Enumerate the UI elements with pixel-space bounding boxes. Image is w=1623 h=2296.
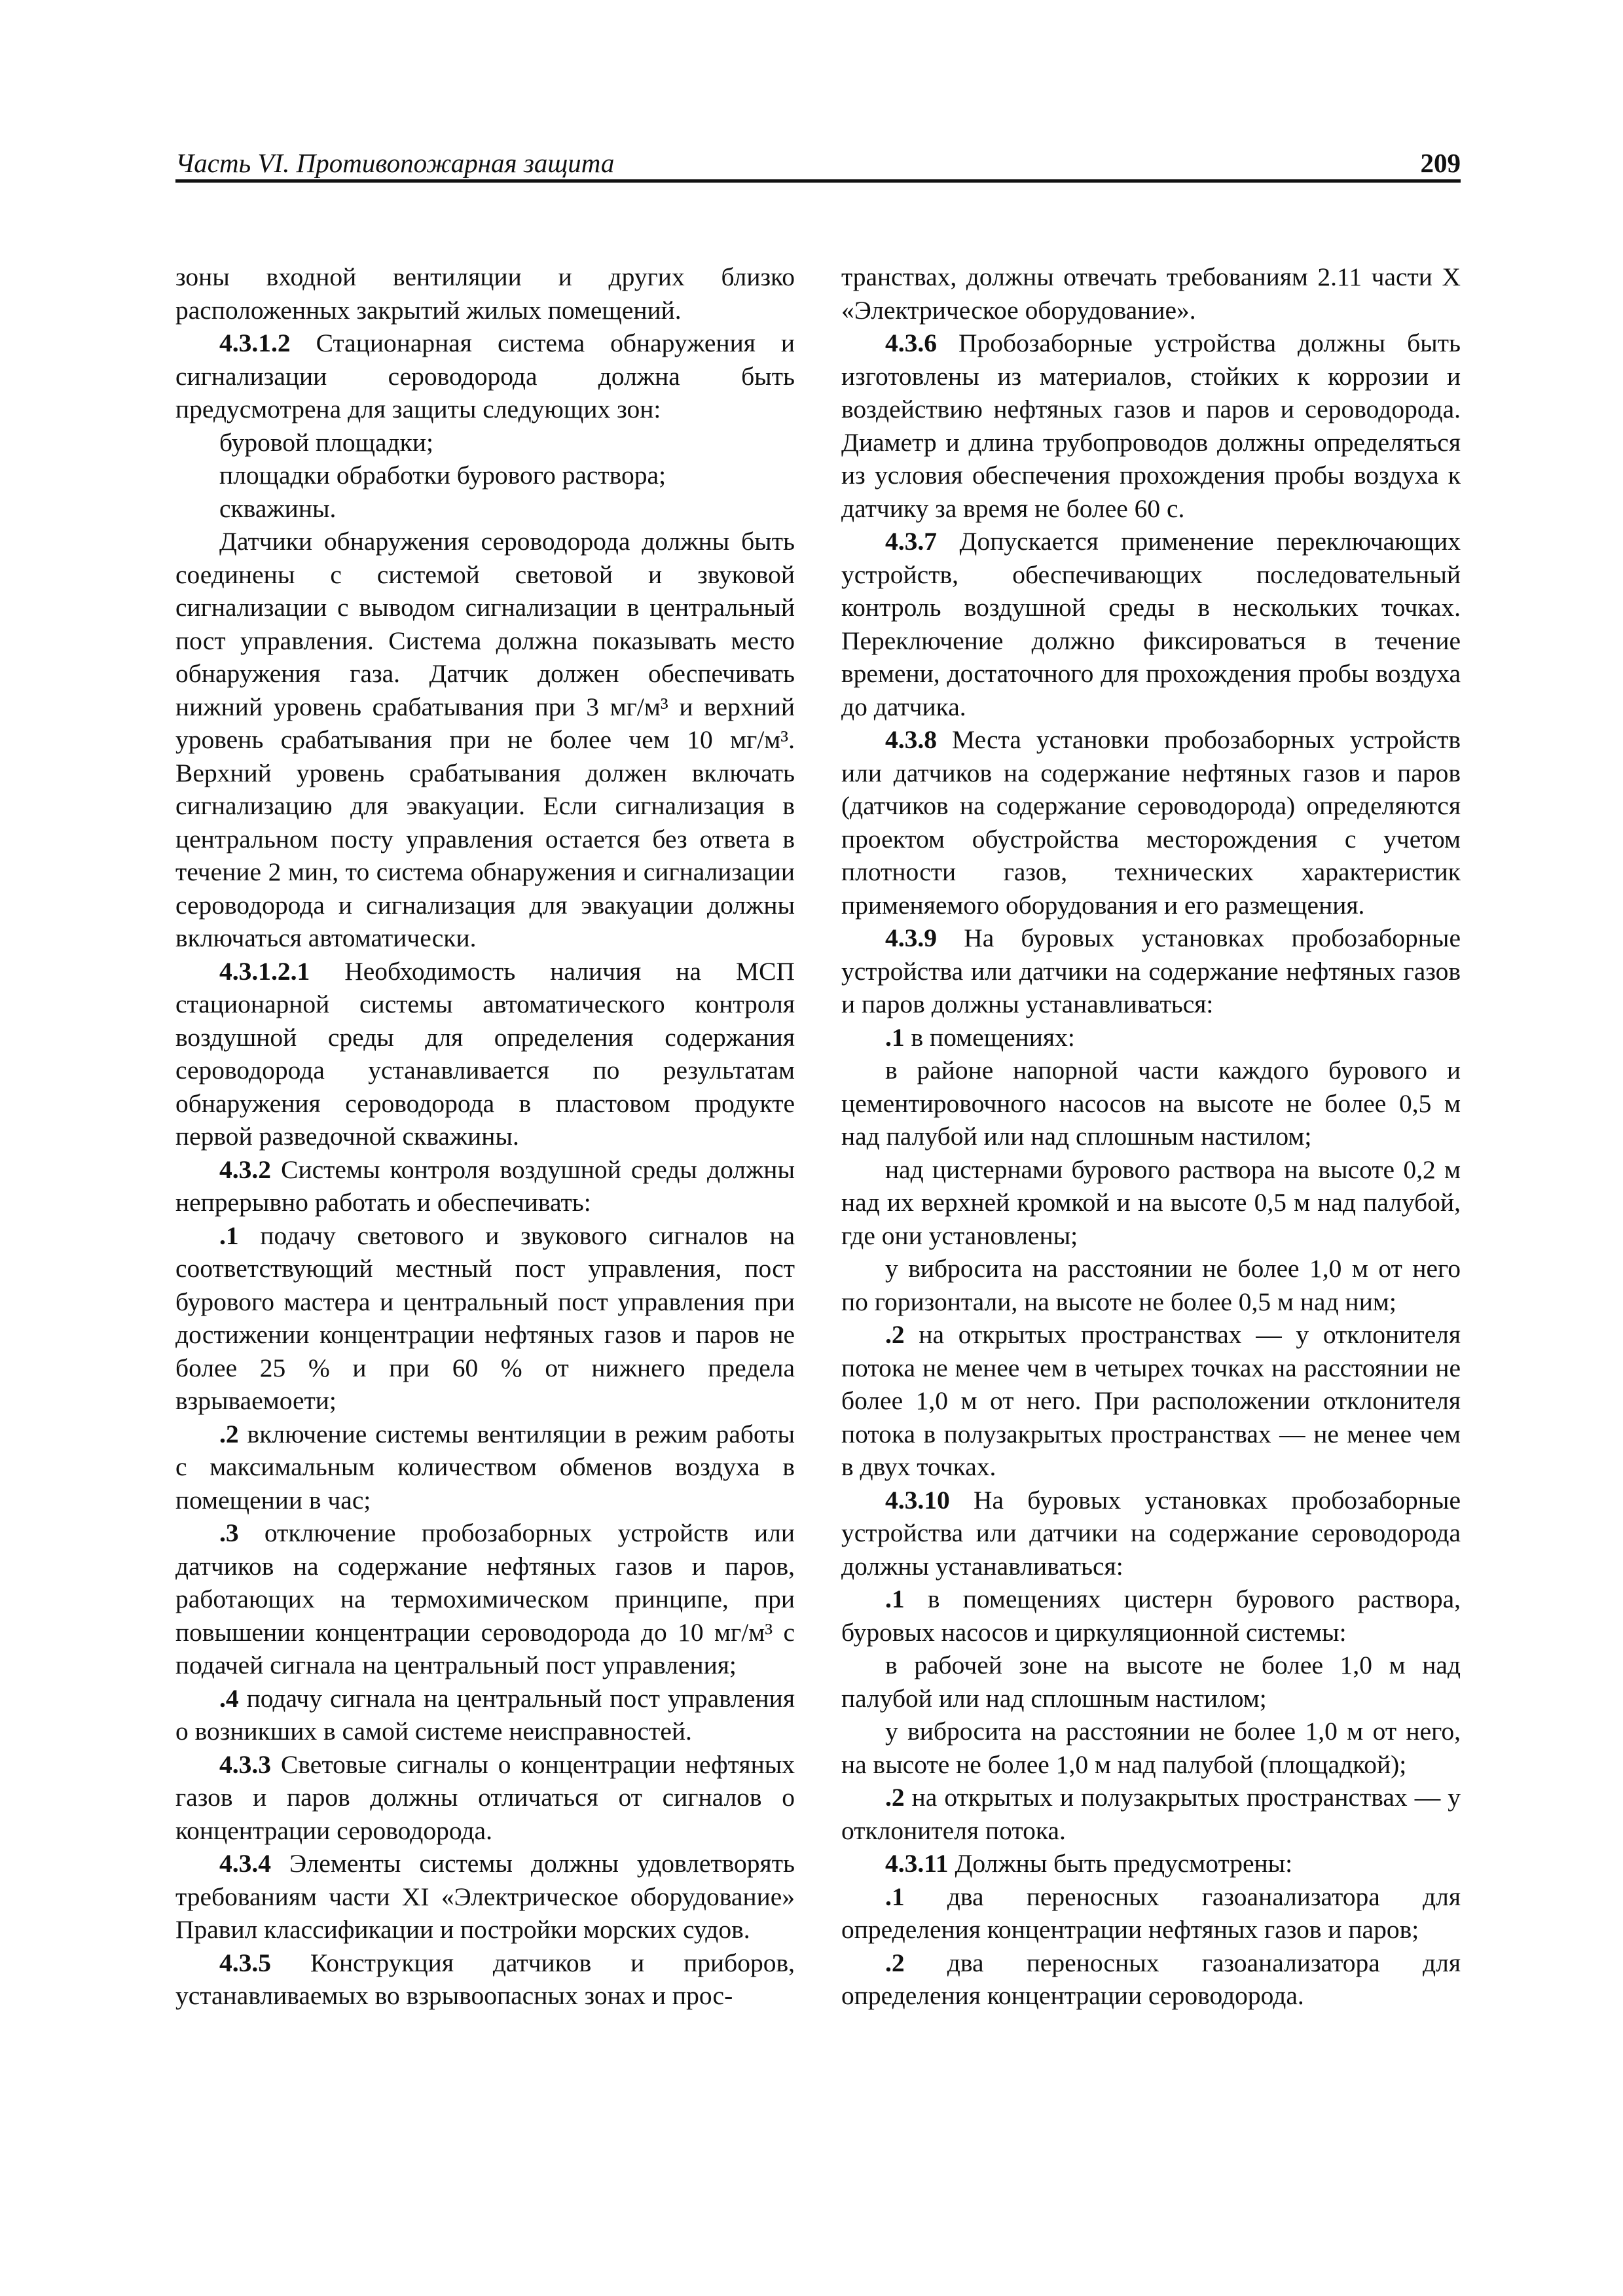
paragraph: 4.3.8 Места установки пробозаборных устройств или датчиков на содержание нефтяных газов и паров (датчиков на содержание сероводорода) определяются проектом обустройства месторождения с учетом плотности газов, технических характеристик применяемого оборудования и его размещения. [841,725,1461,920]
paragraph: 4.3.2 Системы контроля воздушной среды должны непрерывно работать и обеспечивать: [175,1155,795,1217]
item-number: .3 [219,1518,239,1547]
paragraph: 4.3.4 Элементы системы должны удовлетворять требованиям части XI «Электрическое оборудование» Правил классификации и постройки морских судов. [175,1849,795,1944]
paragraph: 4.3.11 Должны быть предусмотрены: [885,1849,1293,1878]
clause-number: 4.3.1.2 [219,329,291,357]
right-column [841,260,1461,2013]
item-number: .1 [885,1022,905,1052]
clause-number: 4.3.7 [885,527,937,556]
paragraph: 4.3.7 Допускается применение переключающих устройств, обеспечивающих последовательный контроль воздушной среды в нескольких точках. Переключение должно фиксироваться в течение времени, достаточного для прохождения пробы воздуха до датчика. [841,527,1461,721]
list-item: .1 подачу светового и звукового сигналов на соответствующий местный пост управления, пост бурового мастера и центральный пост управления при достижении концентрации нефтяных газов и паров не более 25 % и при 60 % от нижнего предела взрываемоети; [175,1221,795,1415]
clause-number: 4.3.10 [885,1485,950,1515]
list-item: скважины. [219,493,337,523]
paragraph: 4.3.10 На буровых установках пробозаборные устройства или датчики на содержание сероводорода должны устанавливаться: [841,1485,1461,1581]
paragraph: 4.3.1.2 Стационарная система обнаружения и сигнализации сероводорода должна быть предусмотрена для защиты следующих зон: [175,329,795,423]
list-item: .1 два переносных газоанализатора для определения концентрации нефтяных газов и паров; [841,1882,1461,1944]
left-column [175,260,795,2013]
paragraph: 4.3.6 Пробозаборные устройства должны быть изготовлены из материалов, стойких к коррозии и воздействию нефтяных газов и паров и сероводорода. Диаметр и длина трубопроводов должны определяться из условия обеспечения прохождения пробы воздуха к датчику за время не более 60 с. [841,329,1461,523]
list-item: в районе напорной части каждого бурового и цементировочного насосов на высоте не более 0,5 м над палубой или над сплошным настилом; [841,1056,1461,1151]
item-number: .2 [885,1783,905,1812]
item-number: .1 [885,1585,905,1613]
paragraph: 4.3.9 На буровых установках пробозаборные устройства или датчики на содержание нефтяных газов и паров должны устанавливаться: [841,924,1461,1018]
clause-number: 4.3.11 [885,1849,949,1878]
paragraph: 4.3.1.2.1 Необходимость наличия на МСП стационарной системы автоматического контроля воздушной среды для определения содержания сероводорода устанавливается по результатам обнаружения сероводорода в пластовом продукте первой разведочной скважины. [175,956,795,1151]
paragraph: зоны входной вентиляции и других близко расположенных закрытий жилых помещений. [175,262,795,325]
clause-number: 4.3.2 [219,1155,271,1184]
paragraph: 4.3.5 Конструкция датчиков и приборов, устанавливаемых во взрывоопасных зонах и прос- [175,1948,795,2010]
list-item: буровой площадки; [219,427,433,457]
clause-number: 4.3.5 [219,1948,271,1977]
list-item: в рабочей зоне на высоте не более 1,0 м над палубой или над сплошным настилом; [841,1651,1461,1713]
list-item: .1 в помещениях: [885,1022,1075,1052]
list-item: .2 два переносных газоанализатора для определения концентрации сероводорода. [841,1948,1461,2010]
list-item: у вибросита на расстоянии не более 1,0 м от него, на высоте не более 1,0 м над палубой (площадкой); [841,1717,1461,1779]
item-number: .4 [219,1683,239,1713]
list-item: у вибросита на расстоянии не более 1,0 м от него по горизонтали, на высоте не более 0,5 м над ним; [841,1254,1461,1316]
list-item: .3 отключение пробозаборных устройств или датчиков на содержание нефтяных газов и паров, работающих на термохимическом принципе, при повышении концентрации сероводорода до 10 мг/м³ с подачей сигнала на центральный пост управления; [175,1518,795,1679]
page-number: 209 [1420,148,1461,178]
clause-number: 4.3.3 [219,1749,271,1779]
clause-number: 4.3.1.2.1 [219,956,310,986]
header-rule [175,179,1461,183]
clause-number: 4.3.4 [219,1849,271,1878]
chapter-title: Часть VI. Противопожарная защита [175,148,615,178]
clause-number: 4.3.8 [885,725,937,754]
paragraph: 4.3.3 Световые сигналы о концентрации нефтяных газов и паров должны отличаться от сигналов о концентрации сероводорода. [175,1749,795,1845]
clause-number: 4.3.6 [885,329,937,357]
item-number: .1 [219,1221,239,1250]
paragraph: Датчики обнаружения сероводорода должны быть соединены с системой световой и звуковой сигнализации с выводом сигнализации в центральный пост управления. Система должна показывать место обнаружения газа. Датчик должен обеспечивать нижний уровень срабатывания при 3 мг/м³ и верхний уровень срабатывания при не более чем 10 мг/м³. Верхний уровень срабатывания должен включать сигнализацию для эвакуации. Если сигнализация в центральном посту управления остается без ответа в течение 2 мин, то система обнаружения и сигнализации сероводорода и сигнализация для эвакуации должны включаться автоматически. [175,527,795,952]
list-item: площадки обработки бурового раствора; [219,461,666,490]
clause-number: 4.3.9 [885,924,937,952]
list-item: .1 в помещениях цистерн бурового раствора, буровых насосов и циркуляционной системы: [841,1585,1461,1647]
item-number: .2 [219,1419,239,1448]
item-number: .2 [885,1320,905,1349]
list-item: .2 включение системы вентиляции в режим работы с максимальным количеством обменов воздуха в помещении в час; [175,1419,795,1515]
paragraph: транствах, должны отвечать требованиям 2.11 части X «Электрическое оборудование». [841,262,1461,325]
list-item: .2 на открытых пространствах — у отклонителя потока не менее чем в четырех точках на расстоянии не более 1,0 м от него. При расположении отклонителя потока в полузакрытых пространствах — не менее чем в двух точках. [841,1320,1461,1481]
running-header [175,147,1461,179]
list-item: .2 на открытых и полузакрытых пространствах — у отклонителя потока. [841,1783,1461,1845]
list-item: над цистернами бурового раствора на высоте 0,2 м над их верхней кромкой и на высоте 0,5 м над палубой, где они установлены; [841,1155,1461,1250]
list-item: .4 подачу сигнала на центральный пост управления о возникших в самой системе неисправностей. [175,1683,795,1746]
item-number: .2 [885,1948,905,1977]
item-number: .1 [885,1882,905,1911]
